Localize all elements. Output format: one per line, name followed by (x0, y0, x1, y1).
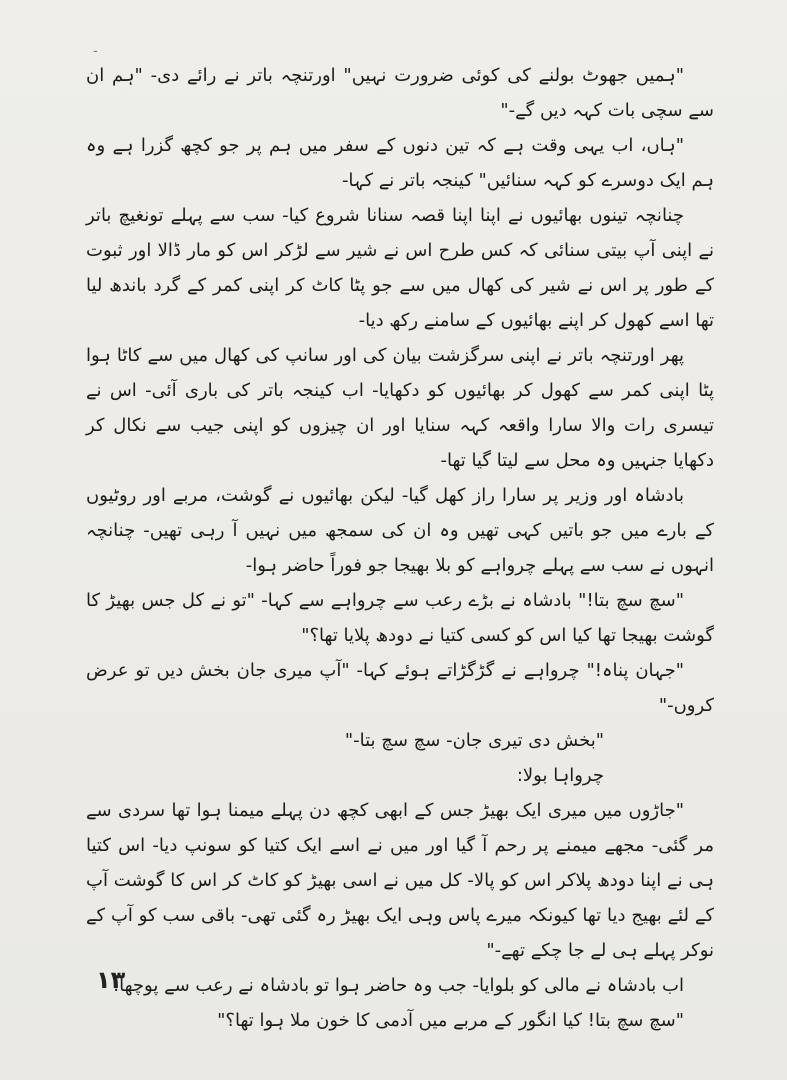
paragraph-11: اب بادشاہ نے مالی کو بلوایا- جب وہ حاضر ہوا تو بادشاہ نے رعب سے پوچھا: (113, 975, 684, 996)
page-text (86, 58, 714, 1038)
paragraph-5: بادشاہ اور وزیر پر سارا راز کھل گیا- لیکن بھائیوں نے گوشت، مربے اور روٹیوں کے بارے میں جو باتیں کہی تھیں وہ ان کی سمجھ میں نہیں آ رہی تھیں- چنانچہ انہوں نے سب سے پہلے چرواہے کو بلا بھیجا جو فوراً حاضر ہوا- (86, 485, 714, 576)
paragraph-2: "ہاں، اب یہی وقت ہے کہ تین دنوں کے سفر میں ہم پر جو کچھ گزرا ہے وہ ہم ایک دوسرے کو کہہ سنائیں" کینجہ باتر نے کہا- (86, 135, 714, 191)
paragraph-6: "سچ سچ بتا!" بادشاہ نے بڑے رعب سے چرواہے سے کہا- "تو نے کل جس بھیڑ کا گوشت بھیجا تھا کیا اس کو کسی کتیا نے دودھ پلایا تھا؟" (86, 590, 714, 646)
paragraph-9: چرواہا بولا: (516, 765, 604, 786)
paragraph-10: "جاڑوں میں میری ایک بھیڑ جس کے ابھی کچھ دن پہلے میمنا ہوا تھا سردی سے مر گئی- مجھے میمنے پر رحم آ گیا اور میں نے اسے ایک کتیا کو سونپ دیا- اس کتیا ہی نے اپنا دودھ پلاکر اس کو پالا- کل میں نے اسی بھیڑ کو کاٹ کر اس کا گوشت آپ کے لئے بھیج دیا تھا کیونکہ میرے پاس وہی ایک بھیڑ رہ گئی تھی- باقی سب کو آپ کے نوکر پہلے ہی لے جا چکے تھے-" (86, 800, 714, 961)
paragraph-1: "ہمیں جھوٹ بولنے کی کوئی ضرورت نہیں" اورتنچہ باتر نے رائے دی- "ہم ان سے سچی بات کہہ دیں گے-" (86, 65, 714, 121)
paragraph-3: چنانچہ تینوں بھائیوں نے اپنا اپنا قصہ سنانا شروع کیا- سب سے پہلے تونغیچ باتر نے اپنی آپ بیتی سنائی کہ کس طرح اس نے شیر سے لڑکر اس کو مار ڈالا اور ثبوت کے طور پر اس نے شیر کی کھال میں سے جو پٹا کاٹ کر اپنی کمر کے گرد باندھ لیا تھا اسے کھول کر اپنے بھائیوں کے سامنے رکھ دیا- (86, 205, 714, 331)
margin-mark: - (93, 44, 98, 59)
paragraph-8: "بخش دی تیری جان- سچ سچ بتا-" (344, 730, 604, 751)
paragraph-12: "سچ سچ بتا! کیا انگور کے مربے میں آدمی کا خون ملا ہوا تھا؟" (217, 1010, 684, 1031)
paragraph-4: پھر اورتنچہ باتر نے اپنی سرگزشت بیان کی اور سانپ کی کھال میں سے کاٹا ہوا پٹا اپنی کمر سے کھول کر بھائیوں کو دکھایا- اب کینجہ باتر کی باری آئی- اس نے تیسری رات والا سارا واقعہ کہہ سنایا اور ان چیزوں کو اپنی جیب سے نکال کر دکھایا جنہیں وہ محل سے لیتا گیا تھا- (86, 345, 714, 471)
page-number: ۱۳ (96, 966, 126, 994)
paragraph-7: "جہان پناہ!" چرواہے نے گڑگڑاتے ہوئے کہا- "آپ میری جان بخش دیں تو عرض کروں-" (86, 660, 714, 716)
